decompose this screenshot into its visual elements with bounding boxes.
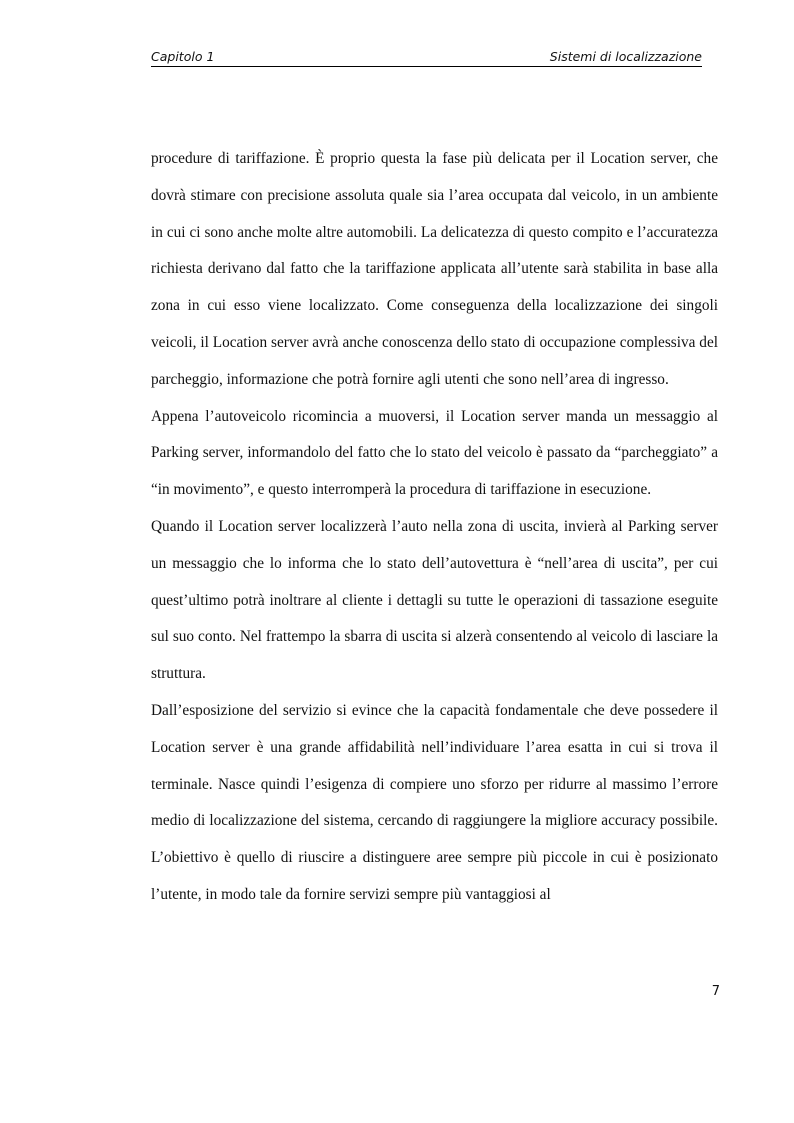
running-header: [151, 48, 702, 67]
paragraph-3: Quando il Location server localizzerà l’auto nella zona di uscita, invierà al Parking server un messaggio che lo informa che lo stato dell’autovettura è “nell’area di uscita”, per cui quest’ultimo potrà inoltrare al cliente i dettagli su tutte le operazioni di tassazione eseguite sul suo conto. Nel frattempo la sbarra di uscita si alzerà consentendo al veicolo di lasciare la struttura.: [151, 517, 718, 683]
body-text: [151, 141, 718, 914]
page-number: 7: [711, 984, 720, 999]
section-title: Sistemi di localizzazione: [549, 49, 702, 64]
paragraph-4: Dall’esposizione del servizio si evince che la capacità fondamentale che deve possedere il Location server è una grande affidabilità nell’individuare l’area esatta in cui si trova il terminale. Nasce quindi l’esigenza di compiere uno sforzo per ridurre al massimo l’errore medio di localizzazione del sistema, cercando di raggiungere la migliore accuracy possibile. L’obiettivo è quello di riuscire a distinguere aree sempre più piccole in cui è posizionato l’utente, in modo tale da fornire servizi sempre più vantaggiosi al: [151, 701, 718, 903]
paragraph-1: procedure di tariffazione. È proprio questa la fase più delicata per il Location server, che dovrà stimare con precisione assoluta quale sia l’area occupata dal veicolo, in un ambiente in cui ci sono anche molte altre automobili. La delicatezza di questo compito e l’accuratezza richiesta derivano dal fatto che la tariffazione applicata all’utente sarà stabilita in base alla zona in cui esso viene localizzato. Come conseguenza della localizzazione dei singoli veicoli, il Location server avrà anche conoscenza dello stato di occupazione complessiva del parcheggio, informazione che potrà fornire agli utenti che sono nell’area di ingresso.: [151, 150, 718, 388]
chapter-title: Capitolo 1: [151, 49, 215, 64]
paragraph-2: Appena l’autoveicolo ricomincia a muoversi, il Location server manda un messaggio al Parking server, informandolo del fatto che lo stato del veicolo è passato da “parcheggiato” a “in movimento”, e questo interromperà la procedura di tariffazione in esecuzione.: [151, 407, 718, 499]
